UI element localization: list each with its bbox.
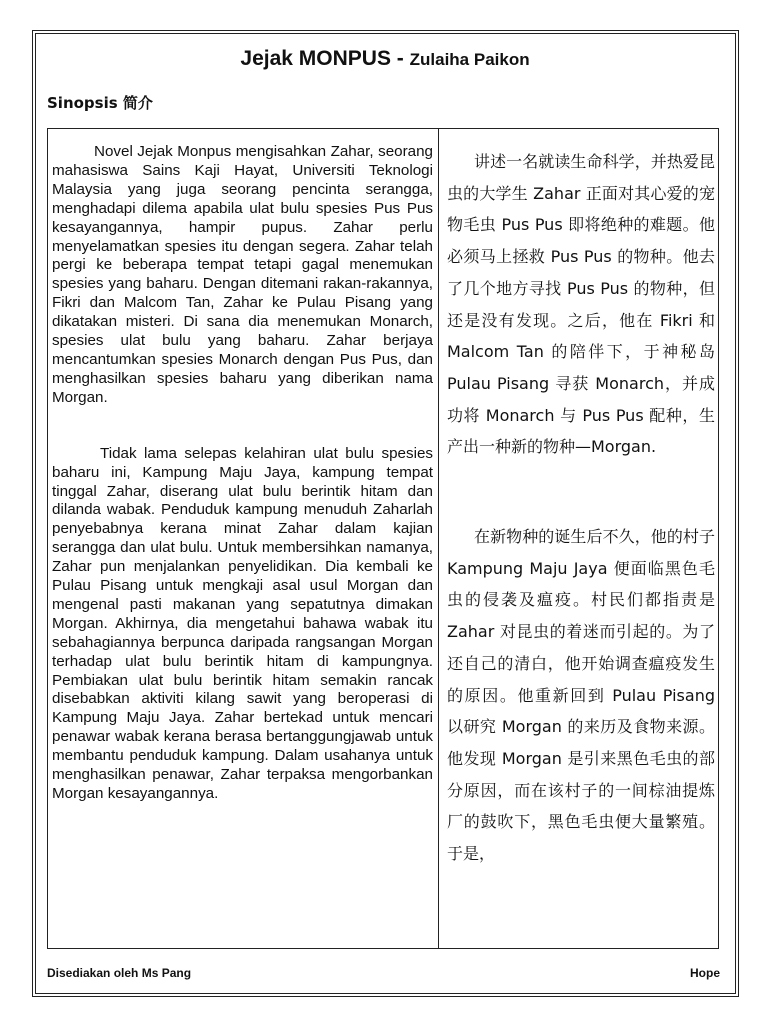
malay-column: [52, 143, 433, 804]
footer-prepared-by: Disediakan oleh Ms Pang: [47, 966, 192, 980]
title-main: Jejak MONPUS: [240, 47, 391, 70]
malay-paragraph-1: Novel Jejak Monpus mengisahkan Zahar, seorang mahasiswa Sains Kaji Hayat, Universiti Teknologi Malaysia yang juga seorang pencinta serangga, menghadapi dilema apabila ulat bulu spesies Pus Pus kesayangannya, hampir pupus. Zahar perlu menyelamatkan spesies itu dengan segera. Zahar telah pergi ke beberapa tempat tetapi gagal menemukan spesies yang baharu. Dengan ditemani rakan-rakannya, Fikri dan Malcom Tan, Zahar ke Pulau Pisang yang dikatakan misteri. Di sana dia menemukan Monarch, spesies ulat bulu yang baharu. Zahar berjaya mencantumkan spesies Monarch dengan Pus Pus, dan menghasilkan spesies baharu yang diberikan nama Morgan.: [52, 143, 433, 406]
footer-right-text: Hope: [690, 966, 720, 980]
title-separator: -: [390, 47, 410, 70]
document-title: [35, 47, 735, 71]
chinese-paragraph-2: 在新物种的诞生后不久，他的村子 Kampung Maju Jaya 便面临黑色毛虫的侵袭及瘟疫。村民们都指责是 Zahar 对昆虫的着迷而引起的。为了还自己的清白，他开始调查瘟疫发生的原因。他重新回到 Pulau Pisang 以研究 Morgan 的来历及食物来源。他发现 Morgan 是引来黑色毛虫的部分原因，而在该村子的一间棕油提炼厂的鼓吹下，黑色毛虫便大量繁殖。于是，: [447, 527, 715, 864]
malay-paragraph-2: Tidak lama selepas kelahiran ulat bulu spesies baharu ini, Kampung Maju Jaya, kampung tempat tinggal Zahar, diserang ulat bulu berintik hitam dan dilanda wabak. Penduduk kampung menuduh Zaharlah penyebabnya kerana minat Zahar dalam kajian serangga dan ulat bulu. Untuk membersihkan namanya, Zahar pun menjalankan penyelidikan. Dia kembali ke Pulau Pisang untuk mengkaji asal usul Morgan dan mengenal pasti makanan yang sepatutnya dimakan Morgan. Akhirnya, dia mengetahui bahawa wabak itu sebahagiannya berpunca daripada rangsangan Morgan terhadap ulat bulu berintik hitam di kampungnya. Pembiakan ulat bulu berintik hitam semakin rancak disebabkan aktiviti kilang sawit yang beroperasi di Kampung Maju Jaya. Zahar bertekad untuk mencari penawar wabak kerana berasa bertanggungjawab untuk membantu penduduk kampung. Dalam usahanya untuk menghasilkan penawar, Zahar terpaksa mengorbankan Morgan kesayangannya.: [52, 444, 433, 802]
section-label: Sinopsis 简介: [47, 94, 153, 112]
column-divider: [438, 128, 439, 949]
chinese-paragraph-1: 讲述一名就读生命科学，并热爱昆虫的大学生 Zahar 正面对其心爱的宠物毛虫 Pus Pus 即将绝种的难题。他必须马上拯救 Pus Pus 的物种。他去了几个地方寻找 Pus Pus 的物种，但还是没有发现。之后，他在 Fikri 和 Malcom Tan 的陪伴下，于神秘岛 Pulau Pisang 寻获 Monarch，并成功将 Monarch 与 Pus Pus 配种，生产出一种新的物种—Morgan.: [447, 152, 715, 457]
title-author: Zulaiha Paikon: [409, 50, 530, 69]
chinese-column: [447, 146, 715, 870]
